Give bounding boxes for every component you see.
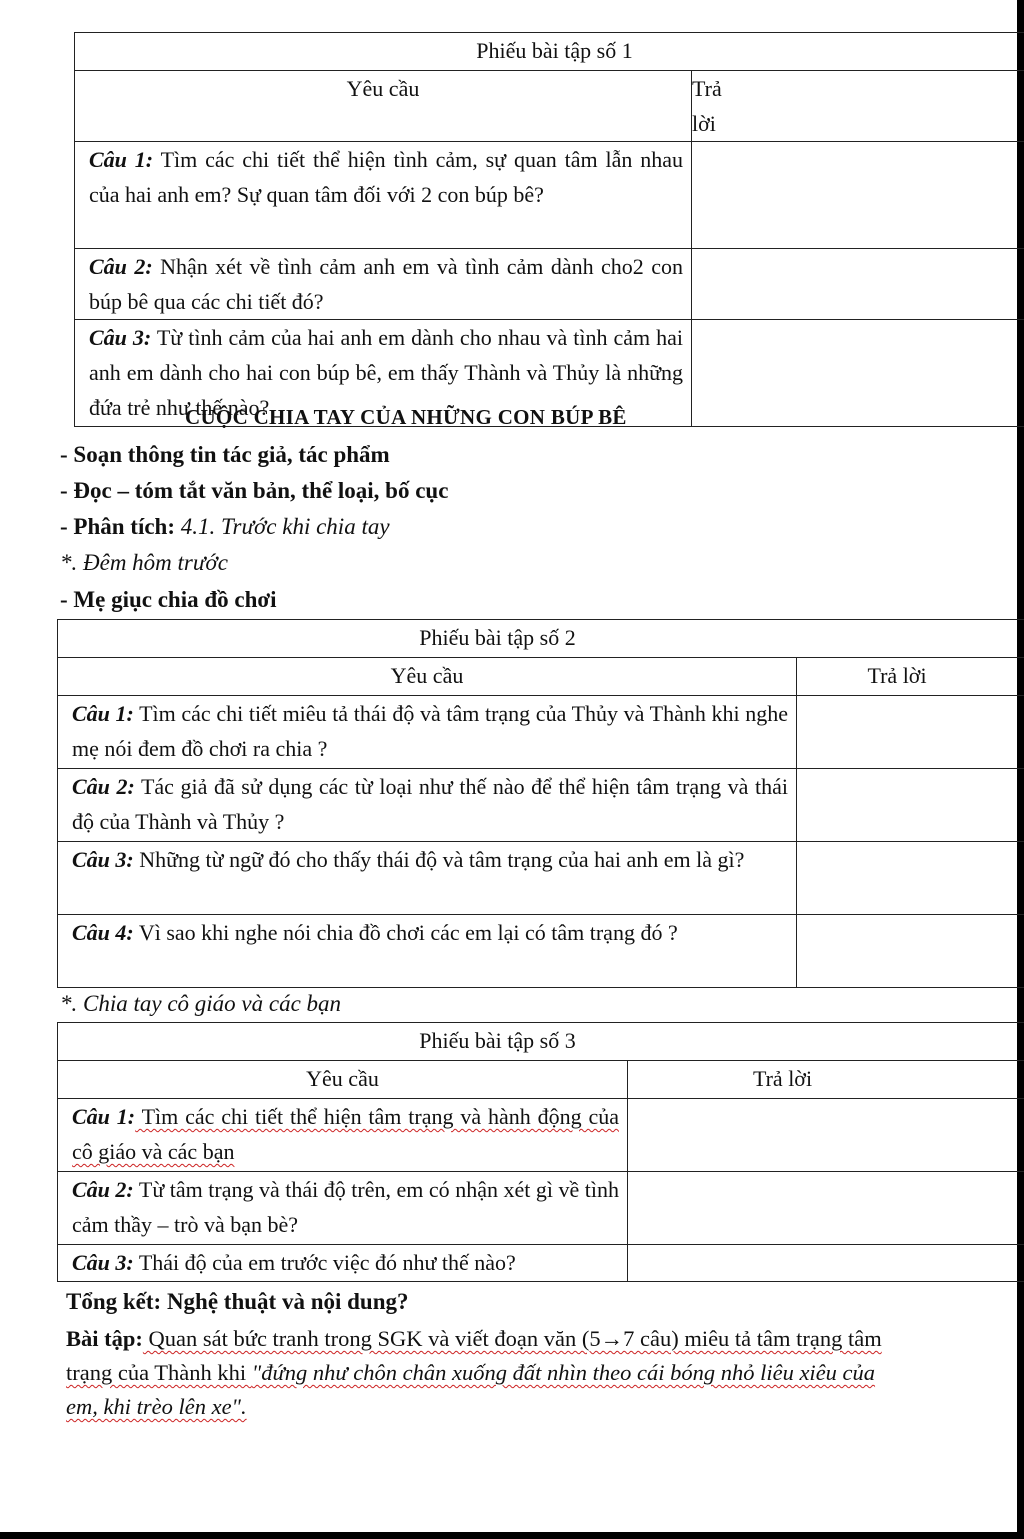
worksheet-2-answer-3[interactable]: [797, 842, 1024, 915]
worksheet-3-title: Phiếu bài tập số 3: [58, 1023, 1024, 1061]
worksheet-3-answer-3[interactable]: [628, 1245, 1024, 1282]
worksheet-3-answer-2[interactable]: [628, 1172, 1024, 1245]
worksheet-3-question-1: Câu 1: Tìm các chi tiết thể hiện tâm trạng và hành động của cô giáo và các bạn: [58, 1099, 628, 1172]
worksheet-2-question-3: Câu 3: Những từ ngữ đó cho thấy thái độ và tâm trạng của hai anh em là gì?: [58, 842, 797, 915]
worksheet-3-answer-1[interactable]: [628, 1099, 1024, 1172]
exercise-paragraph: Bài tập: Quan sát bức tranh trong SGK và viết đoạn văn (5→7 câu) miêu tả tâm trạng tâm trạng của Thành khi "đứng như chôn chân xuống đất nhìn theo cái bóng nhỏ liêu xiêu của em, khi trèo lên xe".: [66, 1326, 882, 1419]
worksheet-1-answer-1[interactable]: [692, 142, 1024, 249]
worksheet-1-title: Phiếu bài tập số 1: [75, 33, 1024, 71]
worksheet-2-table: [57, 619, 1024, 988]
outline-line-2: - Đọc – tóm tắt văn bản, thể loại, bố cục: [60, 478, 449, 503]
worksheet-1-header-request: Yêu cầu: [75, 71, 692, 142]
worksheet-1-question-1: Câu 1: Tìm các chi tiết thể hiện tình cảm, sự quan tâm lẫn nhau của hai anh em? Sự quan tâm đối với 2 con búp bê?: [75, 142, 692, 249]
worksheet-2-answer-2[interactable]: [797, 769, 1024, 842]
section-3-title: *. Chia tay cô giáo và các bạn: [60, 991, 342, 1016]
worksheet-3-question-2: Câu 2: Từ tâm trạng và thái độ trên, em có nhận xét gì về tình cảm thầy – trò và bạn bè?: [58, 1172, 628, 1245]
worksheet-1-answer-2[interactable]: [692, 249, 1024, 320]
worksheet-1-answer-3[interactable]: [692, 320, 1024, 427]
worksheet-3-table: [57, 1022, 1024, 1282]
worksheet-2-question-1: Câu 1: Tìm các chi tiết miêu tả thái độ và tâm trạng của Thủy và Thành khi nghe mẹ nói đem đồ chơi ra chia ?: [58, 696, 797, 769]
worksheet-2-answer-1[interactable]: [797, 696, 1024, 769]
outline-line-5: - Mẹ giục chia đồ chơi: [60, 587, 277, 612]
worksheet-2-title: Phiếu bài tập số 2: [58, 620, 1024, 658]
worksheet-2-header-answer: Trả lời: [797, 658, 1024, 696]
worksheet-2-question-2: Câu 2: Tác giả đã sử dụng các từ loại như thế nào để thể hiện tâm trạng và thái độ của Thành và Thủy ?: [58, 769, 797, 842]
lesson-heading: CUỘC CHIA TAY CỦA NHỮNG CON BÚP BÊ: [185, 405, 627, 429]
worksheet-1-table: [74, 32, 1024, 427]
worksheet-1-question-2: Câu 2: Nhận xét về tình cảm anh em và tình cảm dành cho2 con búp bê qua các chi tiết đó?: [75, 249, 692, 320]
worksheet-1-question-3: Câu 3: Từ tình cảm của hai anh em dành cho nhau và tình cảm hai anh em dành cho hai con búp bê, em thấy Thành và Thủy là những đứa trẻ như thế nào?: [75, 320, 692, 427]
worksheet-3-header-answer: Trả lời: [628, 1061, 1024, 1099]
worksheet-1-header-answer: Trả lời: [692, 71, 1024, 142]
outline-line-4: *. Đêm hôm trước: [60, 550, 228, 575]
outline-line-3: - Phân tích: 4.1. Trước khi chia tay: [60, 514, 390, 539]
worksheet-2-answer-4[interactable]: [797, 915, 1024, 988]
summary-line: Tổng kết: Nghệ thuật và nội dung?: [66, 1289, 409, 1314]
worksheet-2-question-4: Câu 4: Vì sao khi nghe nói chia đồ chơi các em lại có tâm trạng đó ?: [58, 915, 797, 988]
worksheet-3-question-3: Câu 3: Thái độ của em trước việc đó như thế nào?: [58, 1245, 628, 1282]
worksheet-2-header-request: Yêu cầu: [58, 658, 797, 696]
worksheet-3-header-request: Yêu cầu: [58, 1061, 628, 1099]
outline-line-1: - Soạn thông tin tác giả, tác phẩm: [60, 442, 390, 467]
